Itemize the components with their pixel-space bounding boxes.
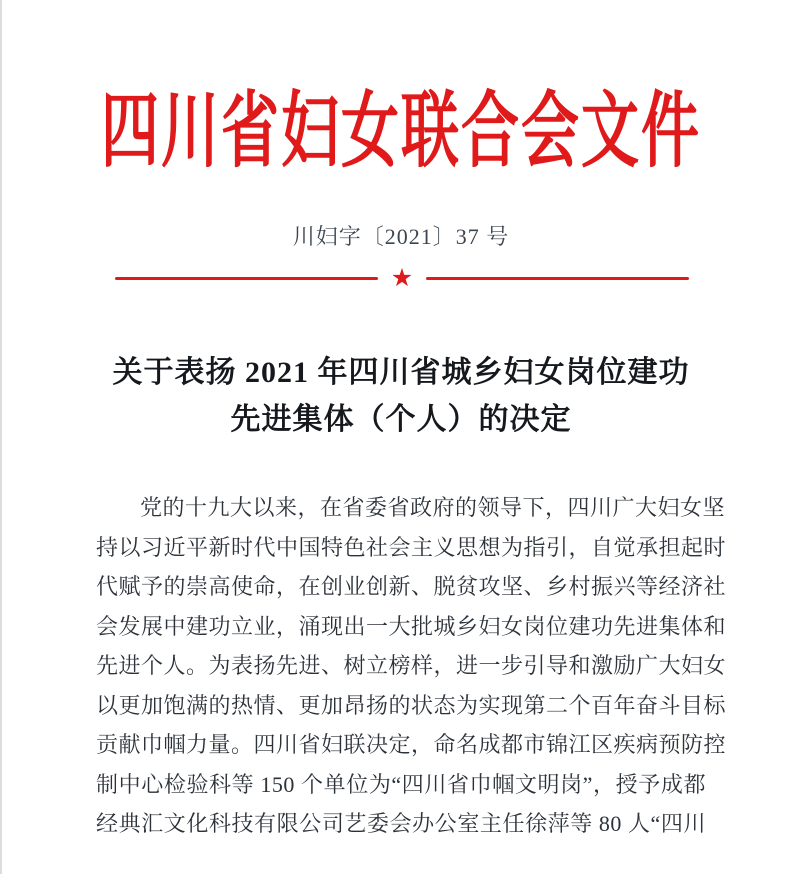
document-title-line-2: 先进集体（个人）的决定 bbox=[230, 403, 572, 436]
body-line: 持以习近平新时代中国特色社会主义思想为指引，自觉承担起时 bbox=[96, 534, 727, 560]
body-line: 贡献巾帼力量。四川省妇联决定，命名成都市锦江区疾病预防控 bbox=[96, 732, 727, 757]
document-title bbox=[2, 349, 800, 443]
red-star-divider bbox=[115, 264, 689, 292]
divider-line-right bbox=[426, 277, 689, 280]
divider-line-left bbox=[115, 277, 378, 280]
body-line: 经典汇文化科技有限公司艺委会办公室主任徐萍等 80 人“四川 bbox=[96, 811, 706, 836]
body-line: 先进个人。为表扬先进、树立榜样，进一步引导和激励广大妇女 bbox=[96, 653, 727, 678]
star-icon: ★ bbox=[390, 263, 414, 292]
document-number: 川妇字〔2021〕37 号 bbox=[292, 224, 510, 249]
body-line: 党的十九大以来，在省委省政府的领导下，四川广大妇女坚 bbox=[140, 495, 726, 520]
body-line: 以更加饱满的热情、更加昂扬的状态为实现第二个百年奋斗目标 bbox=[96, 692, 727, 718]
body-line: 会发展中建功立业，涌现出一大批城乡妇女岗位建功先进集体和 bbox=[96, 613, 727, 639]
document-title-line-1: 关于表扬 2021 年四川省城乡妇女岗位建功 bbox=[112, 356, 690, 389]
document-body bbox=[96, 488, 727, 844]
body-line: 代赋予的崇高使命，在创业创新、脱贫攻坚、乡村振兴等经济社 bbox=[96, 574, 727, 599]
body-line: 制中心检验科等 150 个单位为“四川省巾帼文明岗”，授予成都 bbox=[96, 771, 706, 797]
letterhead-title: 四川省妇女联合会文件 bbox=[100, 85, 701, 178]
